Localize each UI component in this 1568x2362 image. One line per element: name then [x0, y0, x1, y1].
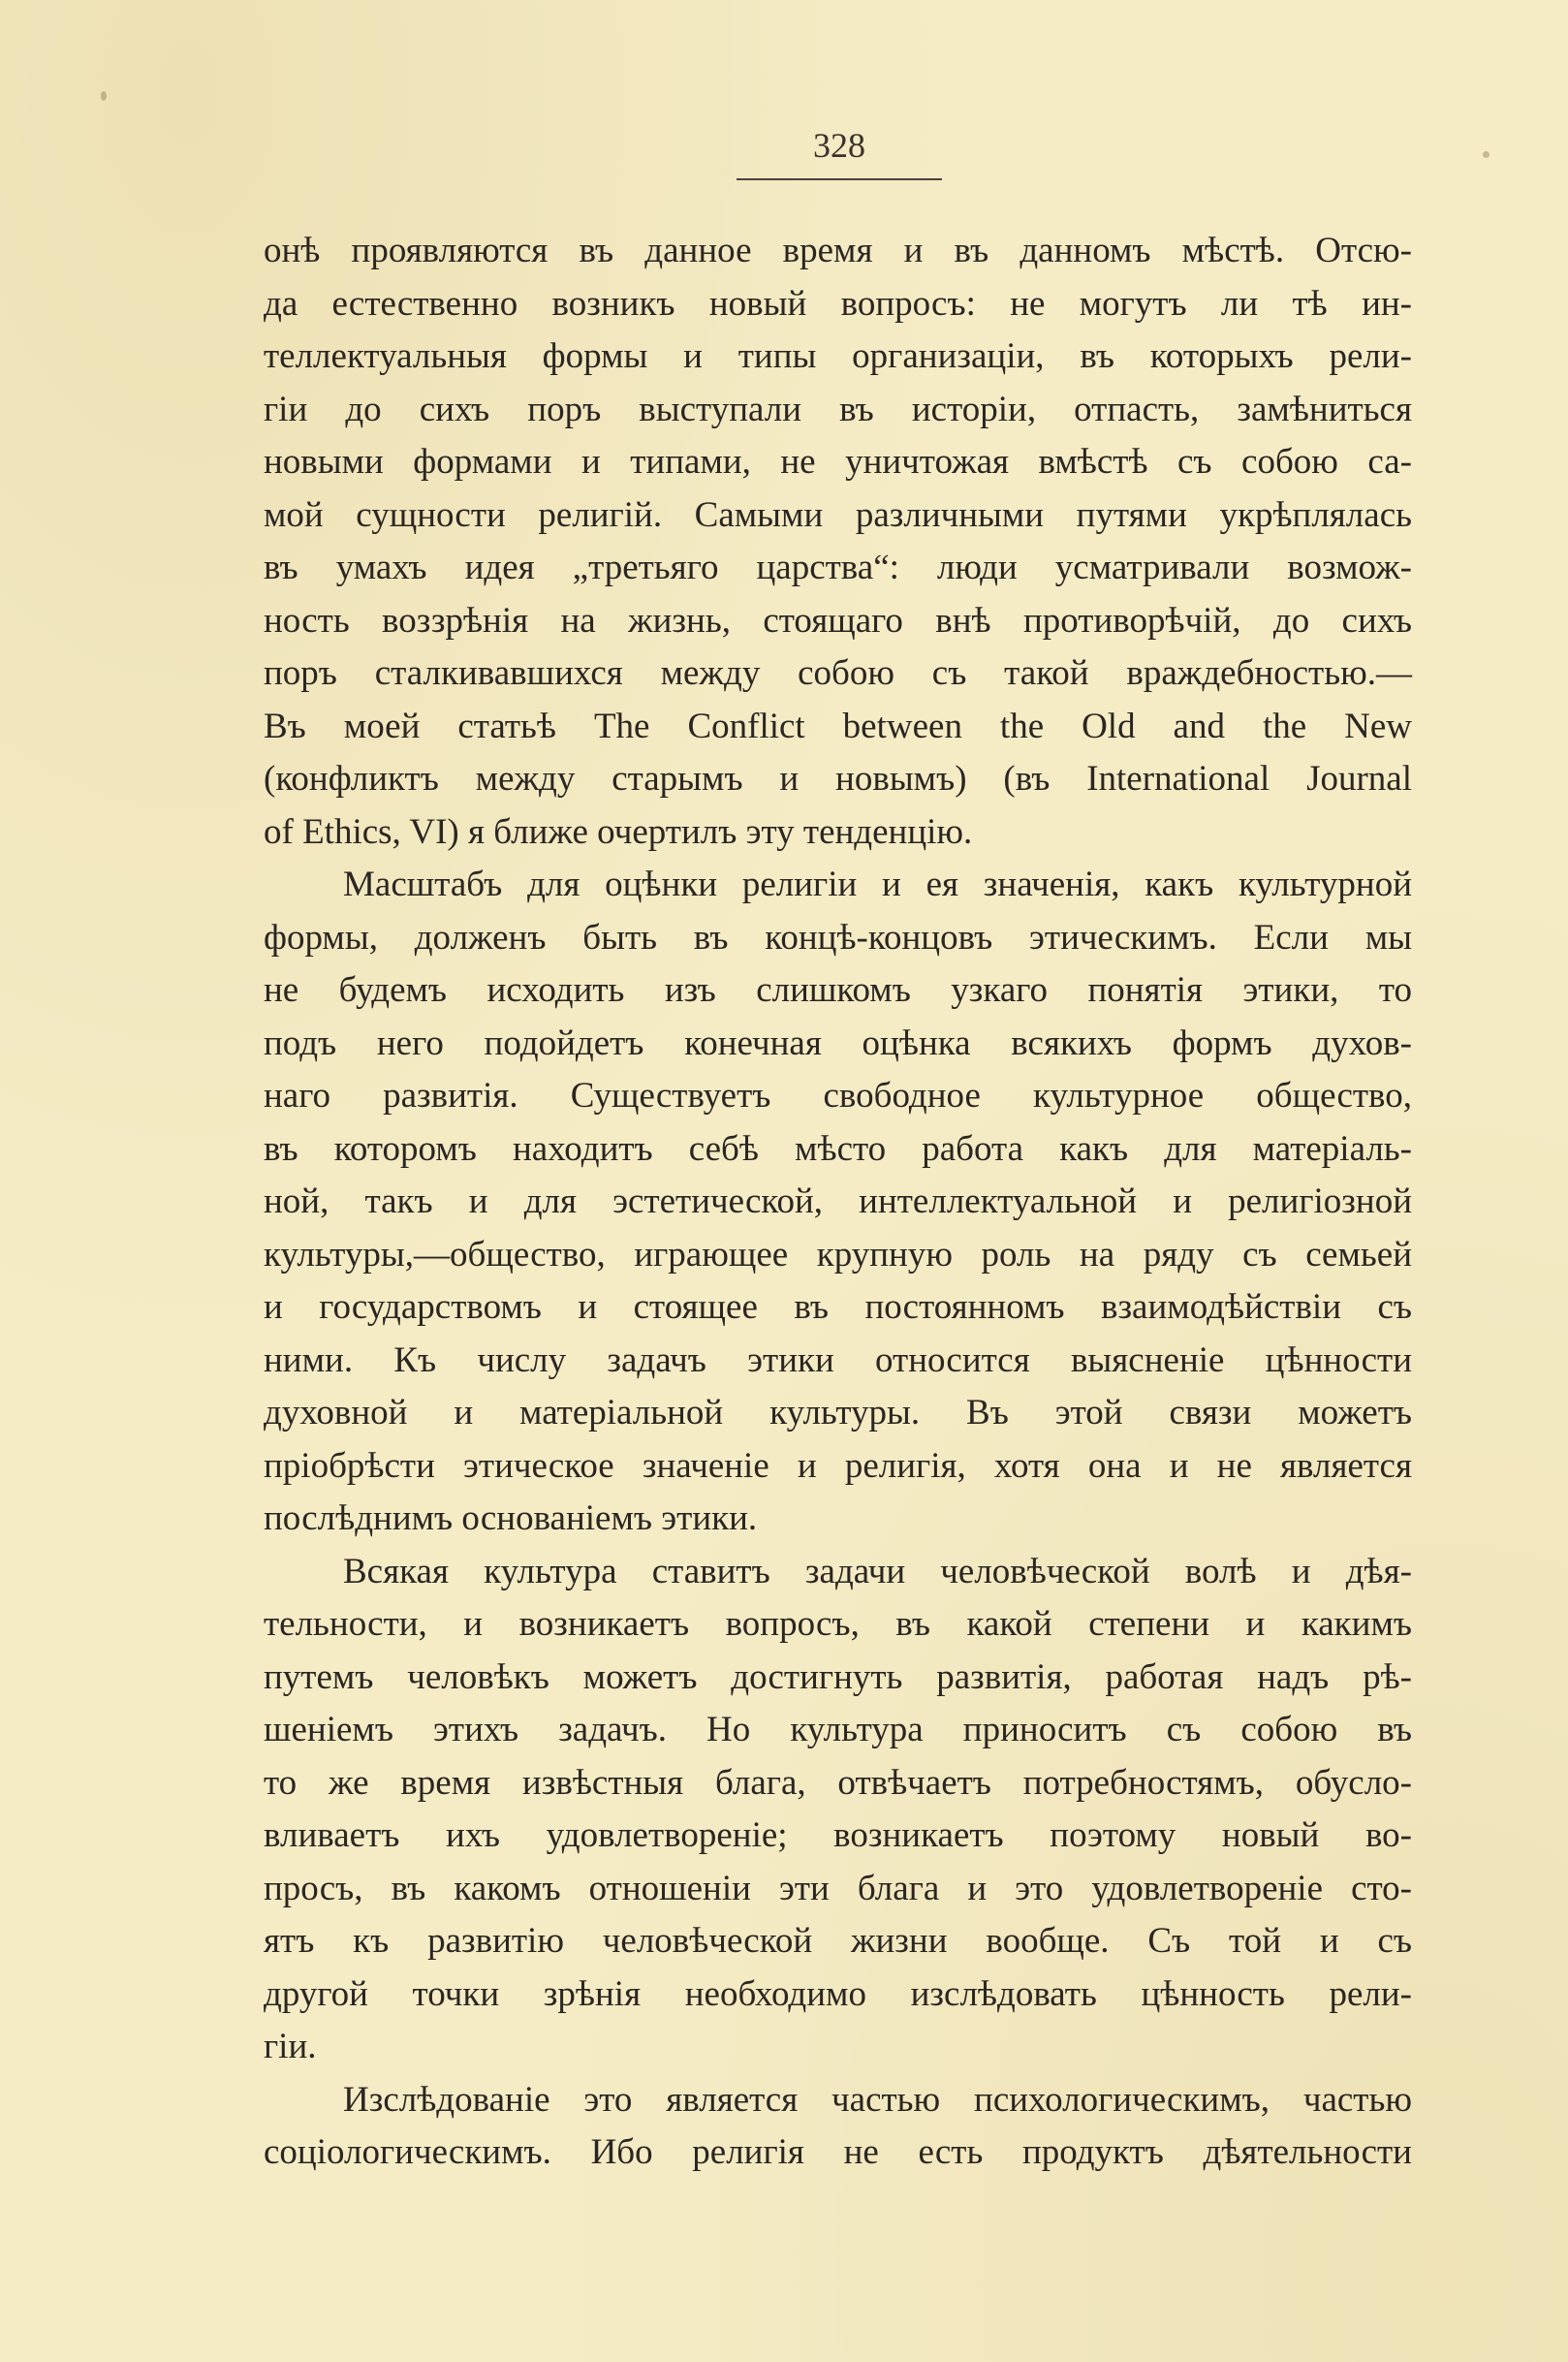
- text-line: духовной и матеріальной культуры. Въ этой связи можетъ: [264, 1393, 1412, 1433]
- text-line: гіи до сихъ поръ выступали въ исторіи, отпасть, замѣниться: [264, 389, 1412, 429]
- text-line: онѣ проявляются въ данное время и въ данномъ мѣстѣ. Отсю-: [264, 231, 1412, 270]
- text-line: гіи.: [264, 2027, 317, 2066]
- body-text: [264, 225, 1412, 2180]
- paper-speck: [101, 91, 107, 101]
- page-number: 328: [813, 126, 865, 165]
- text-line: вливаетъ ихъ удовлетвореніе; возникаетъ поэтому новый во-: [264, 1815, 1412, 1855]
- text-line: соціологическимъ. Ибо религія не есть продуктъ дѣятельности: [264, 2132, 1412, 2172]
- text-line: не будемъ исходить изъ слишкомъ узкаго понятія этики, то: [264, 970, 1412, 1010]
- text-line: пріобрѣсти этическое значеніе и религія, хотя она и не является: [264, 1445, 1412, 1486]
- text-line: и государствомъ и стоящее въ постоянномъ взаимодѣйствіи съ: [264, 1287, 1412, 1327]
- text-line: Всякая культура ставитъ задачи человѣческой волѣ и дѣя-: [343, 1551, 1412, 1591]
- text-line: поръ сталкивавшихся между собою съ такой враждебностью.—: [264, 653, 1412, 693]
- text-line: ность воззрѣнія на жизнь, стоящаго внѣ противорѣчій, до сихъ: [264, 600, 1412, 641]
- text-line: послѣднимъ основаніемъ этики.: [264, 1498, 758, 1538]
- text-line: въ которомъ находитъ себѣ мѣсто работа какъ для матеріаль-: [264, 1128, 1412, 1169]
- paper-speck: [1483, 151, 1490, 158]
- text-line: новыми формами и типами, не уничтожая вмѣстѣ съ собою са-: [264, 442, 1412, 482]
- text-line: ной, такъ и для эстетической, интеллектуальной и религіозной: [264, 1181, 1412, 1221]
- text-line: культуры,—общество, играющее крупную роль на ряду съ семьей: [264, 1234, 1412, 1275]
- text-line: другой точки зрѣнія необходимо изслѣдовать цѣнность рели-: [264, 1973, 1412, 2014]
- text-line: подъ него подойдетъ конечная оцѣнка всякихъ формъ духов-: [264, 1023, 1412, 1063]
- text-line: то же время извѣстныя блага, отвѣчаетъ потребностямъ, обусло-: [264, 1762, 1412, 1803]
- text-line: Масштабъ для оцѣнки религіи и ея значенія, какъ культурной: [343, 865, 1412, 904]
- text-line: въ умахъ идея „третьяго царства“: люди усматривали возмож-: [264, 548, 1412, 587]
- text-line: (конфликтъ между старымъ и новымъ) (въ International Journal: [264, 759, 1412, 799]
- text-line: ними. Къ числу задачъ этики относится выясненіе цѣнности: [264, 1339, 1412, 1380]
- text-line: of Ethics, VI) я ближе очертилъ эту тенденцію.: [264, 811, 973, 852]
- text-line: формы, долженъ быть въ концѣ-концовъ этическимъ. Если мы: [264, 917, 1412, 958]
- text-line: теллектуальныя формы и типы организаціи, въ которыхъ рели-: [264, 336, 1412, 376]
- text-line: мой сущности религій. Самыми различными путями укрѣплялась: [264, 494, 1412, 535]
- text-line: Изслѣдованіе это является частью психологическимъ, частью: [343, 2079, 1412, 2120]
- text-line: ятъ къ развитію человѣческой жизни вообще. Съ той и съ: [264, 1921, 1412, 1961]
- text-line: да естественно возникъ новый вопросъ: не могутъ ли тѣ ин-: [264, 283, 1412, 324]
- page-number-rule: [737, 178, 942, 180]
- text-line: тельности, и возникаетъ вопросъ, въ какой степени и какимъ: [264, 1604, 1412, 1644]
- text-line: Въ моей статьѣ The Conflict between the Old and the New: [264, 706, 1412, 746]
- text-line: наго развитія. Существуетъ свободное культурное общество,: [264, 1076, 1412, 1116]
- text-line: путемъ человѣкъ можетъ достигнуть развитія, работая надъ рѣ-: [264, 1656, 1412, 1697]
- text-line: шеніемъ этихъ задачъ. Но культура приноситъ съ собою въ: [264, 1710, 1412, 1749]
- text-line: просъ, въ какомъ отношеніи эти блага и это удовлетвореніе сто-: [264, 1868, 1412, 1908]
